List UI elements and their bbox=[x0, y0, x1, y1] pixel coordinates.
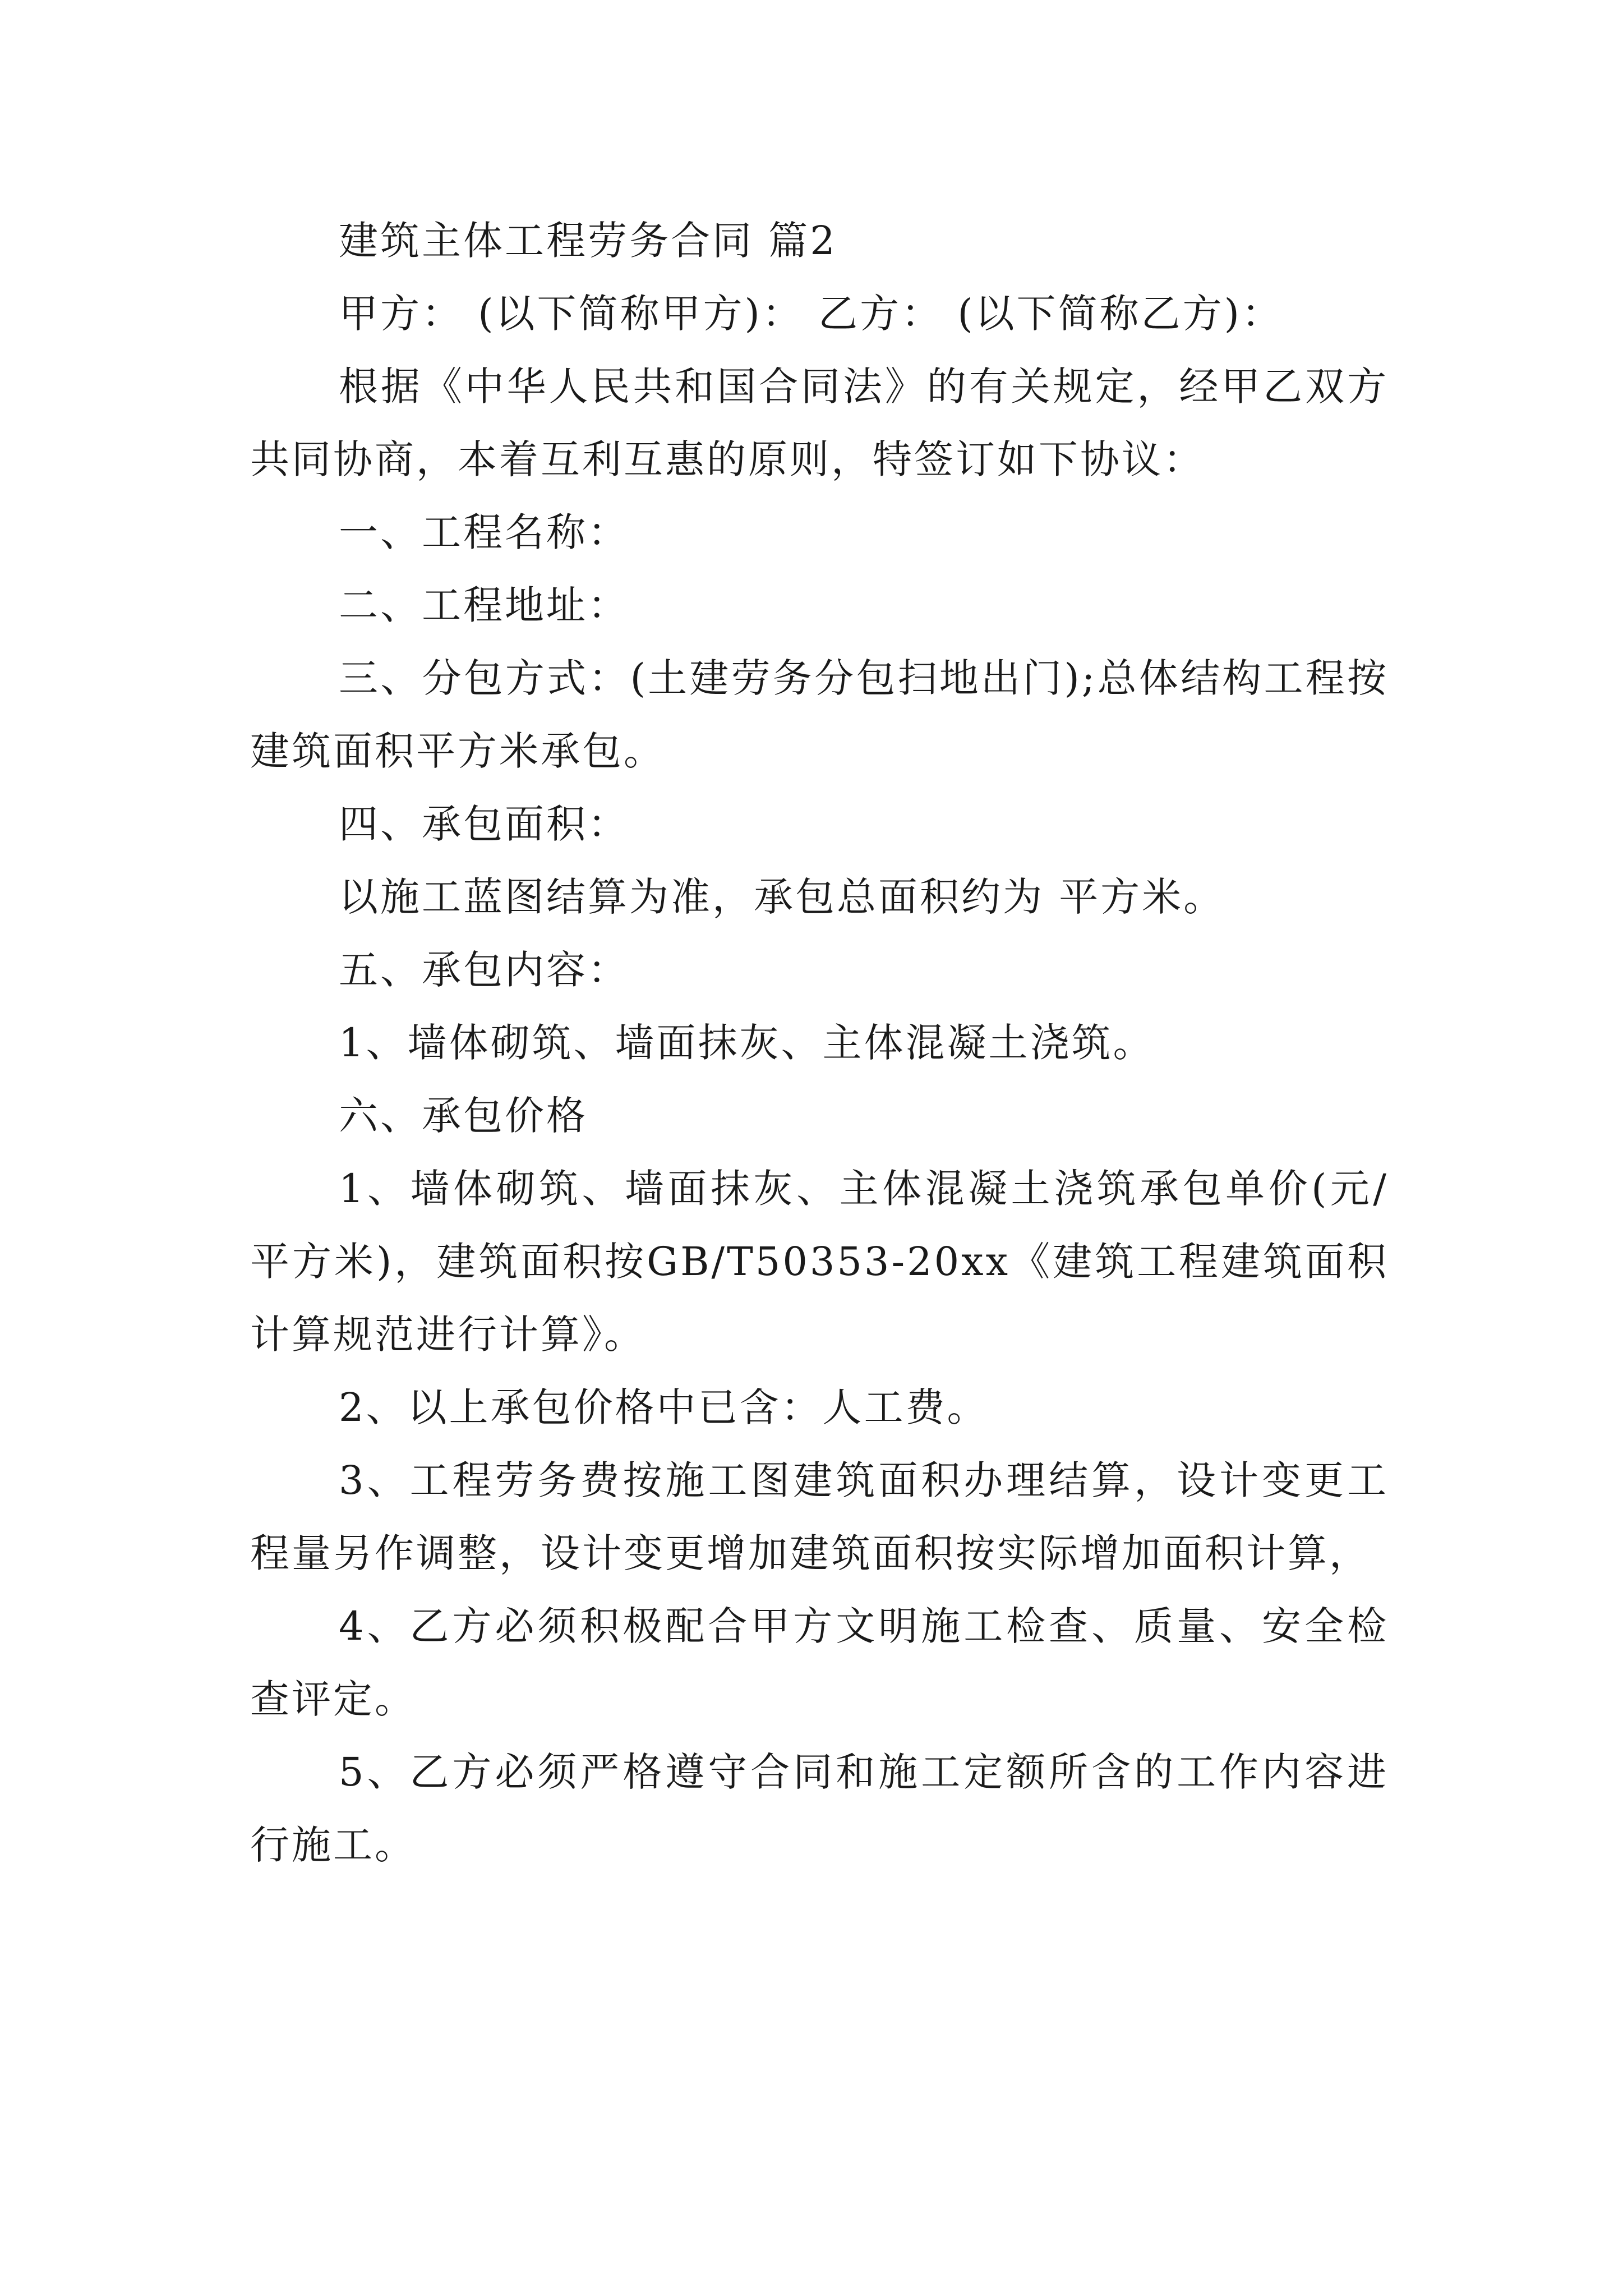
price-item-4: 4、乙方必须积极配合甲方文明施工检查、质量、安全检查评定。 bbox=[250, 1603, 1389, 1722]
contract-content-item-1: 1、墙体砌筑、墙面抹灰、主体混凝土浇筑。 bbox=[339, 1020, 1155, 1066]
clause-subcontract-method: 三、分包方式：(土建劳务分包扫地出门);总体结构工程按建筑面积平方米承包。 bbox=[250, 655, 1389, 774]
clause-project-name: 一、工程名称： bbox=[339, 509, 629, 555]
contract-area-detail: 以施工蓝图结算为准，承包总面积约为 平方米。 bbox=[339, 874, 1225, 920]
clause-contract-price: 六、承包价格 bbox=[339, 1093, 588, 1139]
preamble-paragraph: 根据《中华人民共和国合同法》的有关规定，经甲乙双方共同协商，本着互利互惠的原则，特签订如下协议： bbox=[250, 364, 1389, 482]
price-item-3: 3、工程劳务费按施工图建筑面积办理结算，设计变更工程量另作调整，设计变更增加建筑面积按实际增加面积计算， bbox=[250, 1457, 1389, 1576]
price-item-2: 2、以上承包价格中已含：人工费。 bbox=[339, 1384, 989, 1430]
clause-contract-content: 五、承包内容： bbox=[339, 947, 629, 993]
document-title: 建筑主体工程劳务合同 篇2 bbox=[339, 218, 837, 264]
price-item-1: 1、墙体砌筑、墙面抹灰、主体混凝土浇筑承包单价(元/平方米)，建筑面积按GB/T50353-20xx《建筑工程建筑面积计算规范进行计算》。 bbox=[250, 1166, 1389, 1358]
clause-contract-area: 四、承包面积： bbox=[339, 801, 629, 847]
clause-project-address: 二、工程地址： bbox=[339, 582, 629, 628]
document-body bbox=[250, 204, 1389, 1881]
parties-line: 甲方： (以下简称甲方)： 乙方： (以下简称乙方)： bbox=[339, 291, 1283, 337]
price-item-5: 5、乙方必须严格遵守合同和施工定额所含的工作内容进行施工。 bbox=[250, 1749, 1389, 1868]
